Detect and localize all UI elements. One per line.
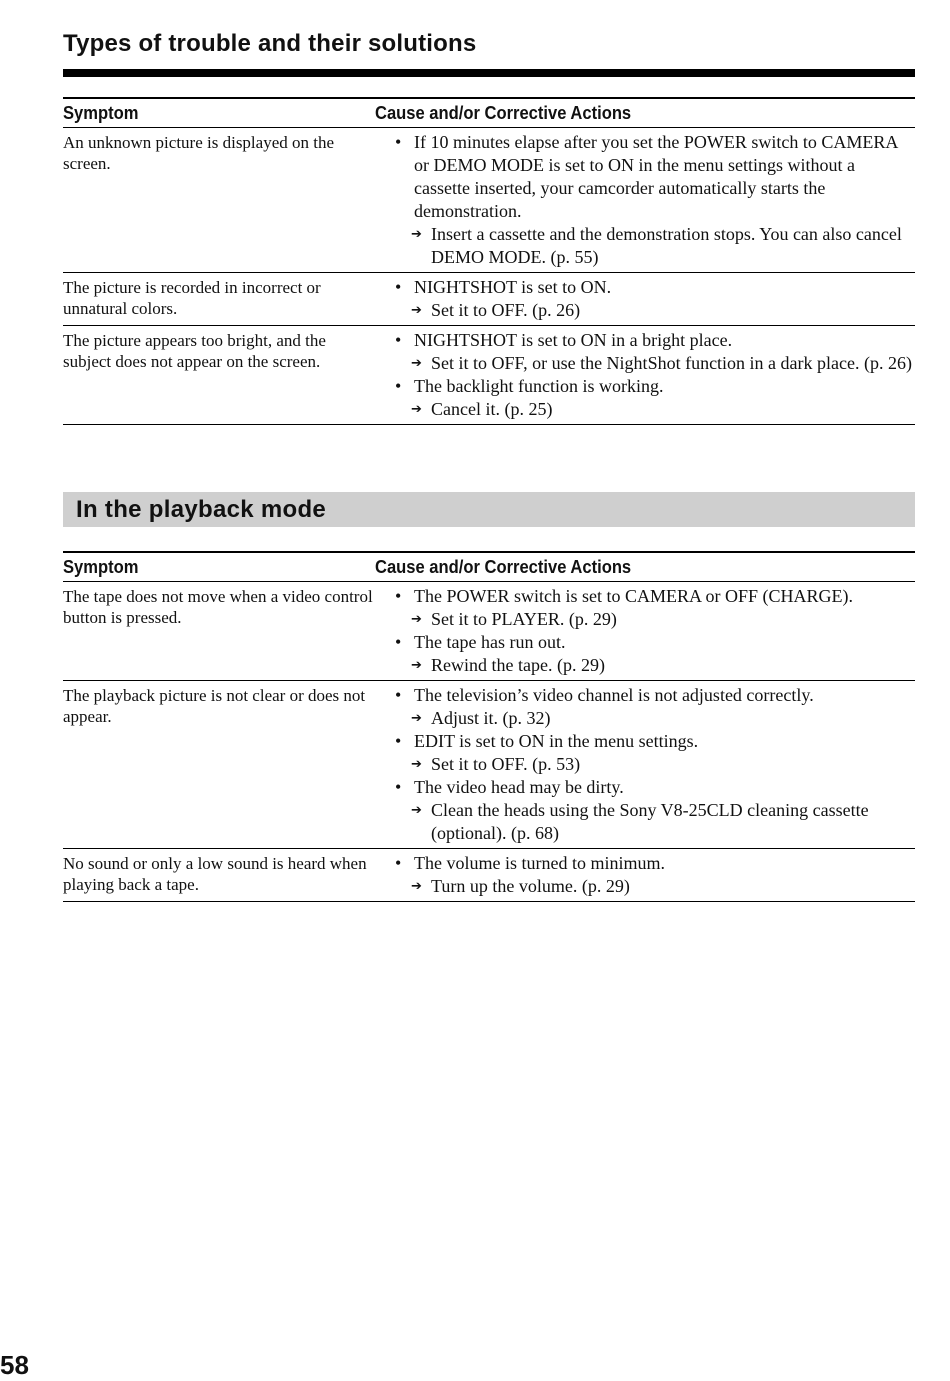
cause-cell	[383, 585, 915, 677]
cause-item	[383, 852, 915, 875]
bullet-icon: •	[395, 853, 402, 873]
cause-text: The backlight function is working.	[414, 376, 664, 396]
bullet-icon: •	[395, 330, 402, 350]
table-row	[63, 681, 915, 849]
table-row	[63, 273, 915, 326]
cause-text: NIGHTSHOT is set to ON.	[414, 277, 612, 297]
cause-text: EDIT is set to ON in the menu settings.	[414, 731, 699, 751]
cause-item	[383, 375, 915, 398]
cause-item	[383, 730, 915, 753]
title-rule	[63, 69, 915, 77]
action-text: Turn up the volume. (p. 29)	[431, 876, 630, 896]
cause-item	[383, 631, 915, 654]
arrow-icon: ➔	[411, 227, 422, 242]
action-text: Adjust it. (p. 32)	[431, 708, 551, 728]
action-text: Set it to OFF. (p. 26)	[431, 300, 581, 320]
cause-cell	[383, 276, 915, 322]
cause-text: The television’s video channel is not adjusted correctly.	[414, 685, 814, 705]
section-header	[63, 492, 915, 527]
symptom-cell: The picture is recorded in incorrect or unnatural colors.	[63, 278, 321, 318]
corrective-action	[383, 707, 915, 730]
cause-text: The POWER switch is set to CAMERA or OFF (CHARGE).	[414, 586, 854, 606]
action-text: Set it to OFF, or use the NightShot function in a dark place. (p. 26)	[431, 353, 912, 373]
symptom-cell: The picture appears too bright, and the subject does not appear on the screen.	[63, 331, 326, 371]
bullet-icon: •	[395, 277, 402, 297]
table-header	[63, 551, 915, 582]
table-row	[63, 582, 915, 681]
arrow-icon: ➔	[411, 757, 422, 772]
section-title: In the playback mode	[76, 495, 327, 523]
arrow-icon: ➔	[411, 711, 422, 726]
cause-item	[383, 276, 915, 299]
action-text: Rewind the tape. (p. 29)	[431, 655, 605, 675]
arrow-icon: ➔	[411, 303, 422, 318]
trouble-table-playback	[63, 551, 915, 902]
page-title: Types of trouble and their solutions	[63, 30, 477, 57]
arrow-icon: ➔	[411, 356, 422, 371]
symptom-cell: The tape does not move when a video control button is pressed.	[63, 587, 373, 627]
cause-cell	[383, 852, 915, 898]
cause-item	[383, 684, 915, 707]
symptom-column-header: Symptom	[63, 102, 139, 123]
table-row	[63, 326, 915, 425]
cause-item	[383, 776, 915, 799]
corrective-action	[383, 299, 915, 322]
table-row	[63, 128, 915, 273]
arrow-icon: ➔	[411, 803, 422, 818]
cause-item	[383, 585, 915, 608]
action-text: Set it to OFF. (p. 53)	[431, 754, 581, 774]
symptom-cell: An unknown picture is displayed on the screen.	[63, 133, 335, 173]
action-text: Cancel it. (p. 25)	[431, 399, 553, 419]
bullet-icon: •	[395, 685, 402, 705]
table-body	[63, 582, 915, 902]
arrow-icon: ➔	[411, 612, 422, 627]
corrective-action	[383, 799, 915, 845]
bullet-icon: •	[395, 586, 402, 606]
arrow-icon: ➔	[411, 879, 422, 894]
corrective-action	[383, 608, 915, 631]
symptom-column-header: Symptom	[63, 556, 139, 577]
bullet-icon: •	[395, 777, 402, 797]
cause-text: The video head may be dirty.	[414, 777, 624, 797]
action-text: Clean the heads using the Sony V8-25CLD cleaning cassette (optional). (p. 68)	[431, 800, 869, 843]
corrective-action	[383, 398, 915, 421]
cause-text: NIGHTSHOT is set to ON in a bright place.	[414, 330, 733, 350]
arrow-icon: ➔	[411, 658, 422, 673]
trouble-table-recording	[63, 97, 915, 425]
symptom-cell: No sound or only a low sound is heard when playing back a tape.	[63, 854, 367, 894]
bullet-icon: •	[395, 731, 402, 751]
corrective-action	[383, 223, 915, 269]
arrow-icon: ➔	[411, 402, 422, 417]
cause-item	[383, 329, 915, 352]
cause-cell	[383, 329, 915, 421]
cause-cell	[383, 684, 915, 845]
cause-cell	[383, 131, 915, 269]
cause-item	[383, 131, 915, 223]
table-row	[63, 849, 915, 902]
cause-text: The tape has run out.	[414, 632, 566, 652]
bullet-icon: •	[395, 132, 402, 152]
table-body	[63, 128, 915, 425]
page-number: 58	[0, 1350, 29, 1380]
cause-column-header: Cause and/or Corrective Actions	[375, 102, 632, 123]
corrective-action	[383, 352, 915, 375]
bullet-icon: •	[395, 632, 402, 652]
corrective-action	[383, 875, 915, 898]
cause-text: The volume is turned to minimum.	[414, 853, 665, 873]
symptom-cell: The playback picture is not clear or does not appear.	[63, 686, 366, 726]
corrective-action	[383, 753, 915, 776]
action-text: Insert a cassette and the demonstration stops. You can also cancel DEMO MODE. (p. 55)	[431, 224, 902, 267]
bullet-icon: •	[395, 376, 402, 396]
cause-text: If 10 minutes elapse after you set the POWER switch to CAMERA or DEMO MODE is set to ON in the menu settings without a cassette inserted, your camcorder automatically starts the demonstration.	[414, 132, 898, 221]
cause-column-header: Cause and/or Corrective Actions	[375, 556, 632, 577]
table-header	[63, 97, 915, 128]
action-text: Set it to PLAYER. (p. 29)	[431, 609, 617, 629]
corrective-action	[383, 654, 915, 677]
